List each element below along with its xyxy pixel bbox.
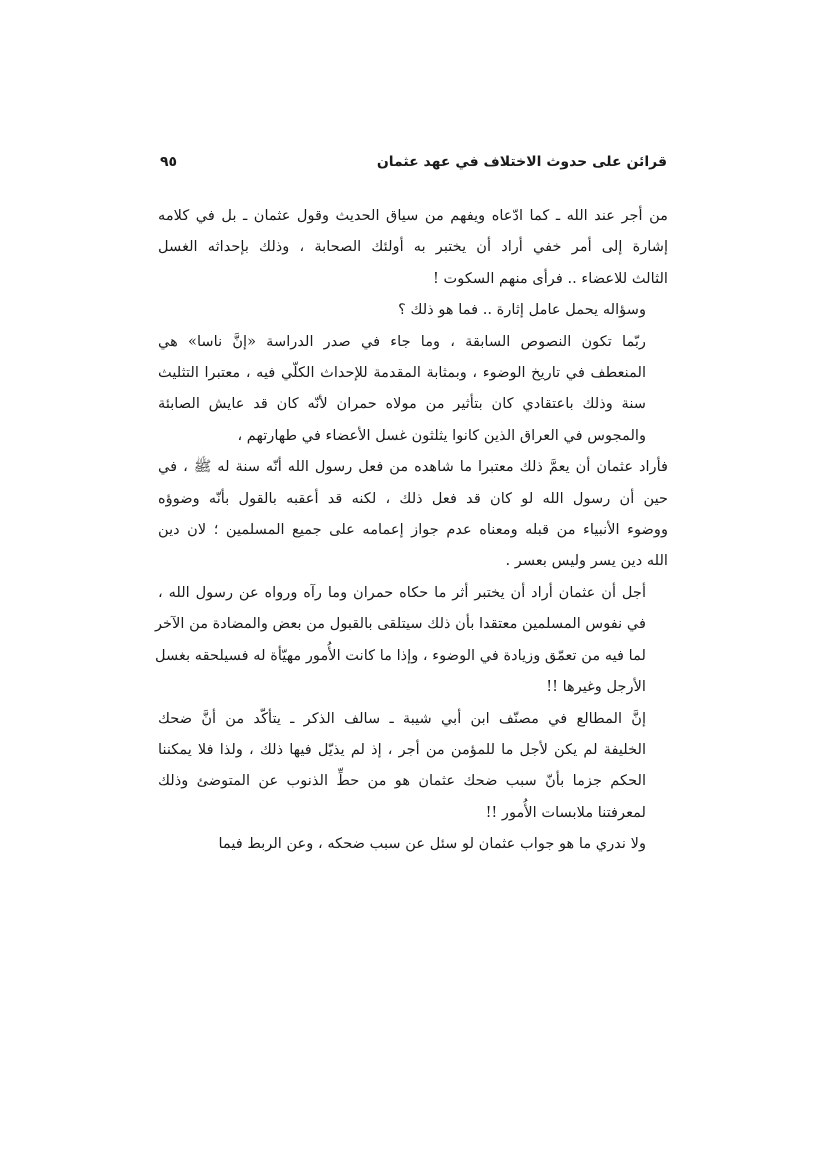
- text-line: حين أن رسول الله لو كان قد فعل ذلك ، لكنه قد أعقبه بالقول بأنّه وضوؤه: [158, 489, 668, 507]
- paragraph: [158, 326, 668, 452]
- page-header: [160, 150, 667, 174]
- text-line: في نفوس المسلمين معتقدا بأن ذلك سيتلقى بالقبول من بعض والمضادة من الآخر: [155, 615, 646, 633]
- text-line: ووضوء الأنبياء من قبله ومعناه عدم جواز إعمامه على جميع المسلمين ؛ لان دين: [158, 521, 668, 539]
- text-line: الثالث للاعضاء .. فرأى منهم السكوت !: [433, 269, 668, 287]
- body-text: [154, 200, 668, 860]
- text-line: الحكم جزما بأنّ سبب ضحك عثمان هو من حطِّ الذنوب عن المتوضئ وذلك: [158, 772, 646, 790]
- text-line: المنعطف في تاريخ الوضوء ، وبمثابة المقدمة للإحداث الكلّي فيه ، معتبرا التثليث: [158, 364, 646, 382]
- text-line: الخليفة لم يكن لأجل ما للمؤمن من أجر ، إذ لم يذيّل فيها ذلك ، ولذا فلا يمكننا: [158, 740, 646, 758]
- running-title: قرائن على حدوث الاختلاف في عهد عثمان: [376, 154, 667, 170]
- paragraph: [158, 828, 668, 859]
- text-line: من أجر عند الله ـ كما ادّعاه ويفهم من سياق الحديث وقول عثمان ـ بل في كلامه: [158, 207, 668, 224]
- paragraph: [158, 451, 668, 577]
- text-line: أجل أن عثمان أراد أن يختبر أثر ما حكاه حمران وما رآه ورواه عن رسول الله ،: [158, 583, 646, 601]
- text-line: ولا ندري ما هو جواب عثمان لو سئل عن سبب ضحكه ، وعن الربط فيما: [218, 835, 646, 853]
- paragraph: [158, 294, 668, 325]
- paragraph: [154, 577, 668, 703]
- text-line: سنة وذلك باعتقادي كان بتأثير من مولاه حمران لأنّه كان قد عايش الصابئة: [158, 395, 646, 413]
- paragraph: [158, 703, 668, 829]
- text-line: إشارة إلى أمر خفي أراد أن يختبر به أولئك الصحابة ، وذلك بإحداثه الغسل: [158, 238, 668, 256]
- text-line: إنَّ المطالع في مصنّف ابن أبي شيبة ـ سالف الذكر ـ يتأكّد من أنَّ ضحك: [158, 709, 646, 727]
- text-line: الأرجل وغيرها !!: [546, 678, 646, 696]
- text-line: ربّما تكون النصوص السابقة ، وما جاء في صدر الدراسة «إنَّ ناسا» هي: [158, 332, 646, 350]
- text-line: والمجوس في العراق الذين كانوا يثلثون غسل الأعضاء في طهارتهم ،: [237, 426, 646, 444]
- paragraph: [158, 200, 668, 294]
- text-line: الله دين يسر وليس بعسر .: [505, 552, 668, 570]
- text-line: فأراد عثمان أن يعمَّ ذلك معتبرا ما شاهده من فعل رسول الله أنّه سنة له ﷺ ، في: [158, 458, 668, 476]
- text-line: لما فيه من تعمّق وزيادة في الوضوء ، وإذا ما كانت الأُمور مهيّأة له فسيلحقه بغسل: [154, 646, 646, 664]
- text-line: لمعرفتنا ملابسات الأُمور !!: [485, 803, 646, 821]
- page-number: ٩٥: [160, 154, 178, 170]
- text-line: وسؤاله يحمل عامل إثارة .. فما هو ذلك ؟: [398, 301, 646, 319]
